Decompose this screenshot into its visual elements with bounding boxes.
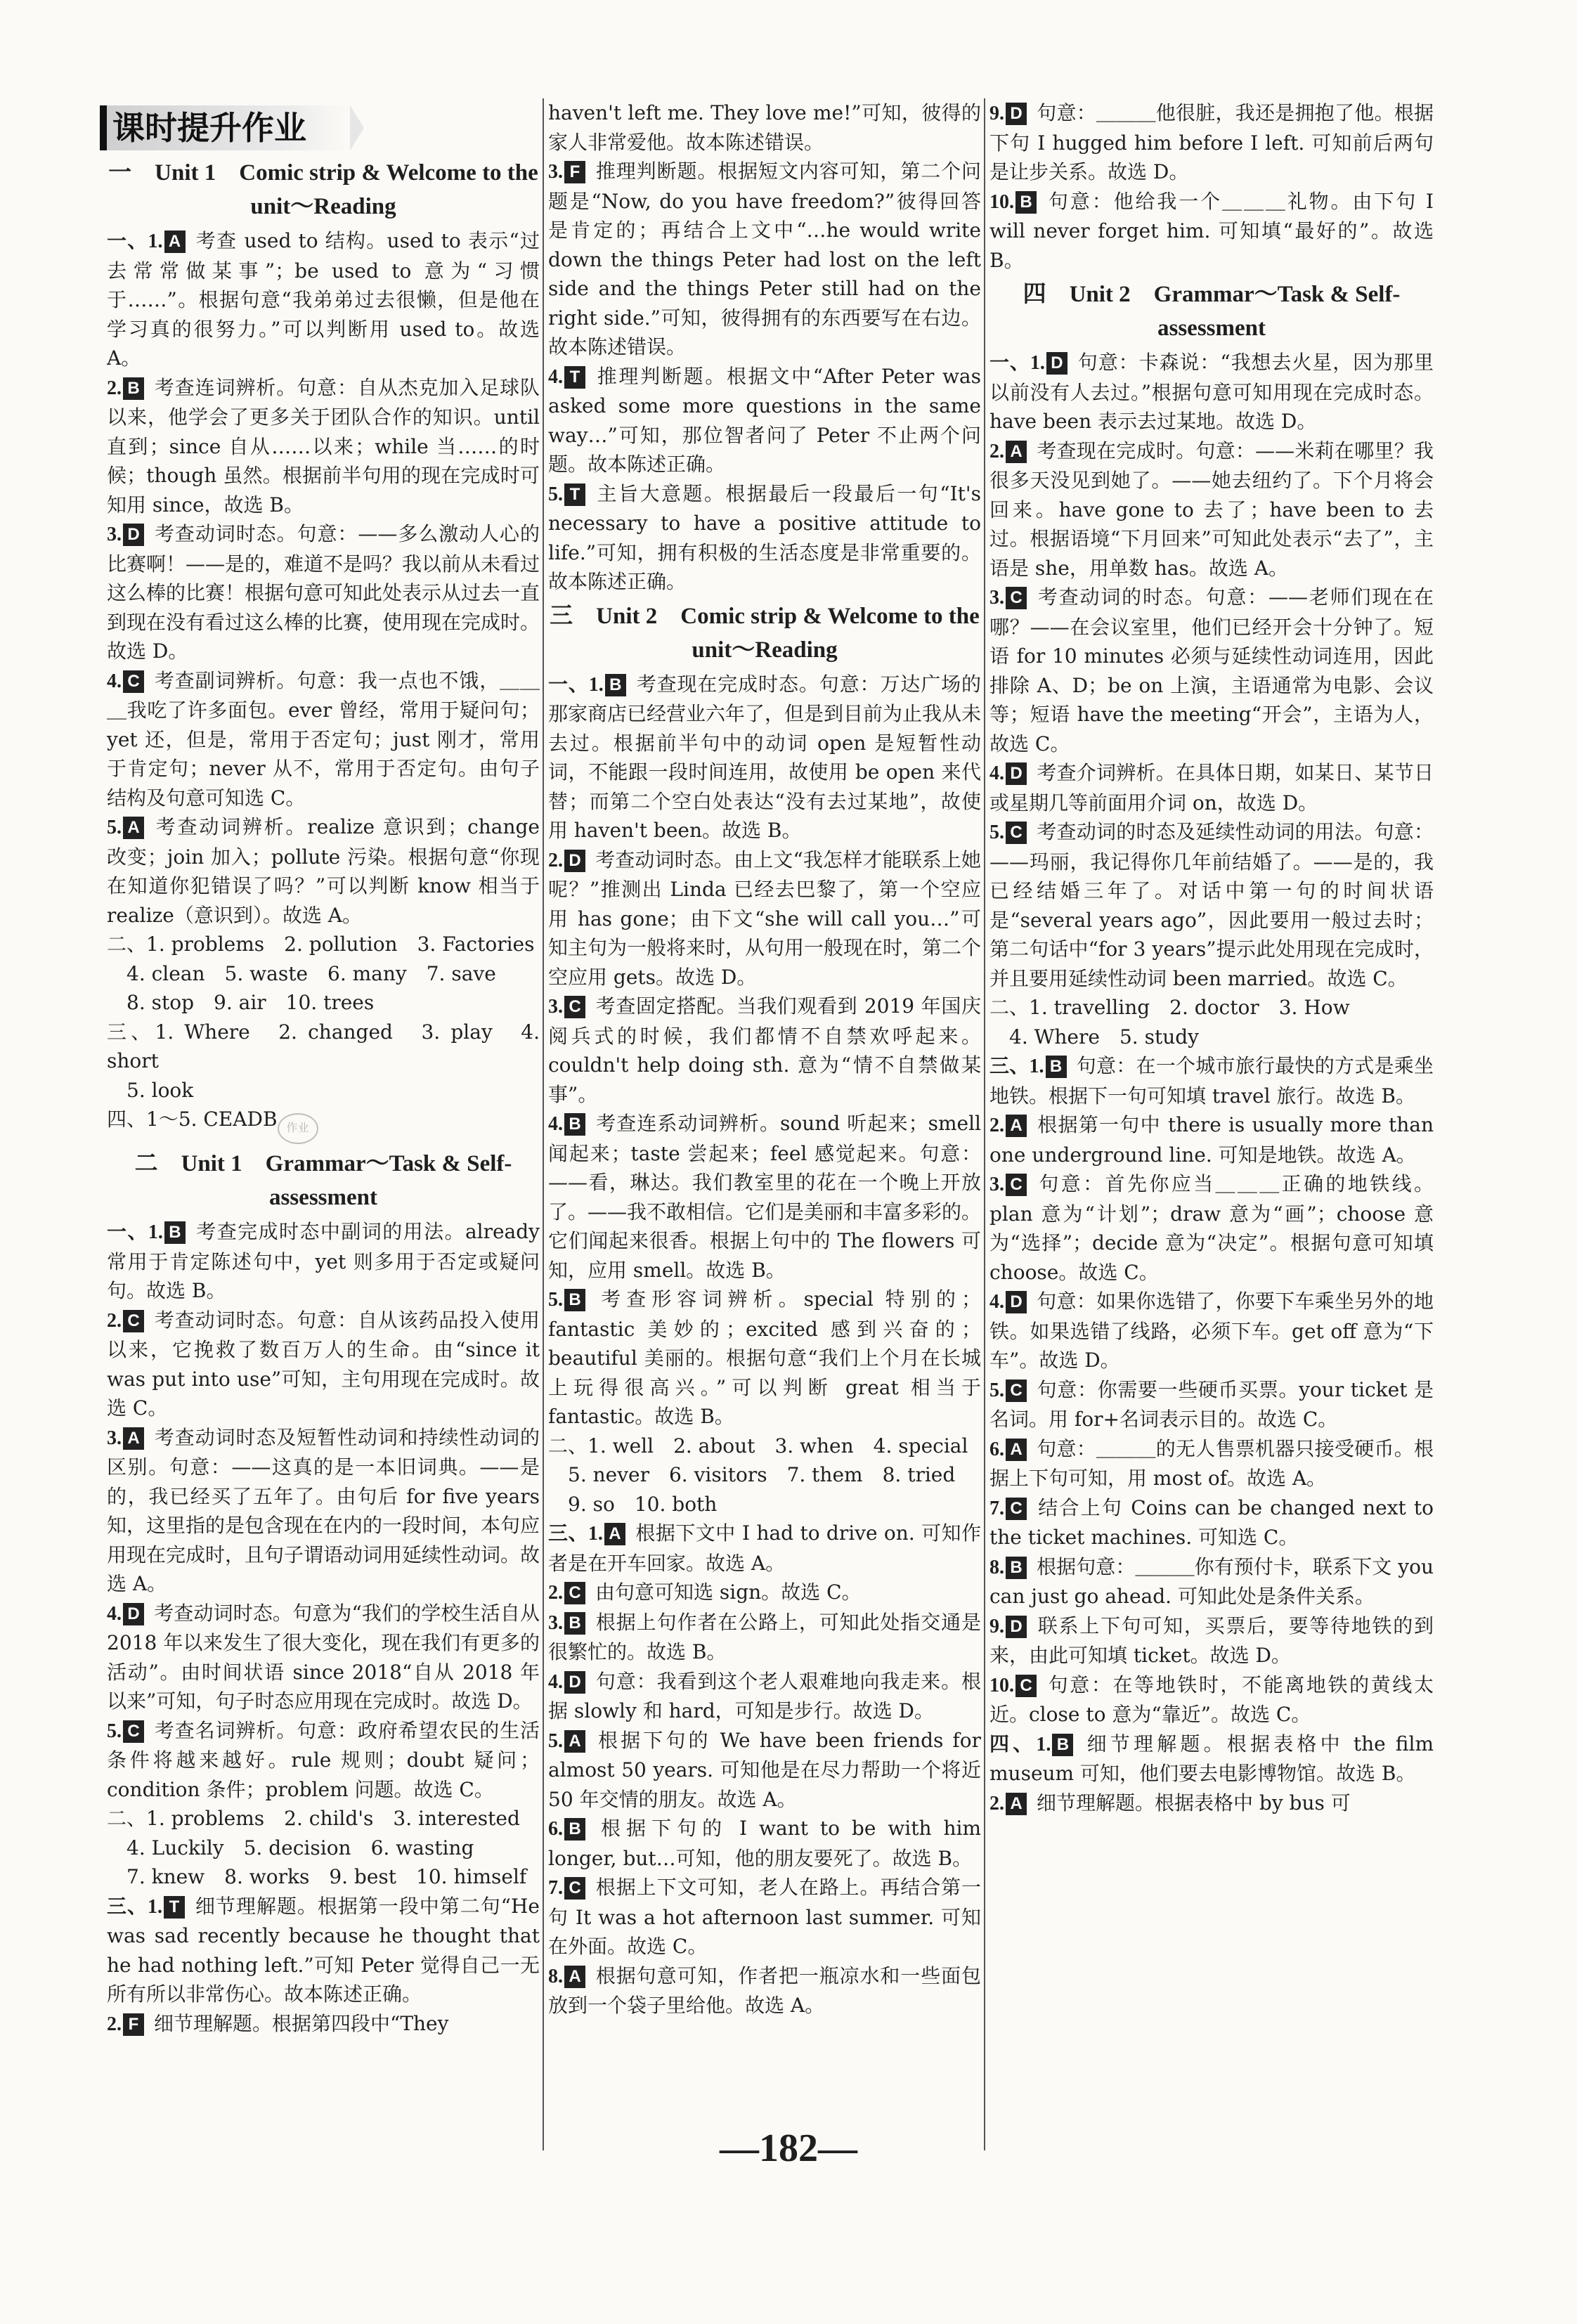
answer-item: [989, 583, 1434, 758]
item-number: 三、1.: [107, 1895, 162, 1918]
answer-item: [989, 1287, 1434, 1375]
item-number: 5.: [548, 1289, 563, 1311]
item-number: 一、1.: [107, 231, 163, 252]
answer-item: [548, 1490, 981, 1519]
answer-item: [989, 1434, 1434, 1493]
answer-key-badge: A: [564, 1966, 585, 1988]
answer-key-badge: B: [564, 1289, 585, 1311]
answer-item: [548, 1519, 981, 1578]
explanation-text: 考查动词时态及短暂性动词和持续性动词的区别。句意：——这真的是一本旧词典。——是的，我已经买了五年了。由句后 for five years 知，这里指的是包含现在在内的一段时间，本句应用现在完成时，且句子谓语动词用延续性动词。故选 A。: [107, 1425, 540, 1595]
answer-item: [107, 930, 540, 959]
item-number: 5.: [107, 817, 122, 838]
answer-key-badge: C: [1006, 822, 1027, 844]
column-2: [548, 98, 981, 2020]
answer-item: [107, 519, 540, 666]
answer-item: [107, 226, 540, 373]
answer-item: [989, 1051, 1434, 1110]
explanation-text: 细节理解题。根据第一段中第二句“He was sad recently because he thought that he had nothing left.”可知 Peter 觉得自己一无所有所以非常伤心。故本陈述正确。: [107, 1894, 540, 2006]
answer-key-badge: C: [564, 1582, 585, 1604]
explanation-text: 二、1. problems 2. pollution 3. Factories: [107, 933, 535, 956]
page-number: —182—: [720, 2127, 857, 2170]
explanation-text: 句意：我看到这个老人艰难地向我走来。根据 slowly 和 hard，可知是步行。故选 D。: [548, 1669, 981, 1722]
answer-item: [548, 1873, 981, 1961]
item-number: 7.: [989, 1497, 1004, 1519]
explanation-text: 二、1. travelling 2. doctor 3. How: [989, 996, 1350, 1019]
answer-key-badge: B: [605, 674, 626, 696]
answer-item: [548, 1432, 981, 1461]
answer-key-badge: B: [1052, 1734, 1073, 1756]
answer-key-badge: D: [1006, 1616, 1027, 1638]
answer-item: [107, 1018, 540, 1076]
answer-item: [107, 1599, 540, 1716]
explanation-text: 4. Luckily 5. decision 6. wasting: [107, 1836, 474, 1859]
explanation-text: 4. clean 5. waste 6. many 7. save: [107, 961, 496, 985]
answer-item: [989, 1169, 1434, 1287]
item-number: 9.: [989, 103, 1004, 124]
item-number: 3.: [548, 161, 563, 183]
answer-key-badge: D: [123, 1603, 144, 1625]
explanation-text: 句意：首先你应当＿＿＿正确的地铁线。plan 意为“计划”；draw 意为“画”；choose 意为“选择”；decide 意为“决定”。根据句意可知填 choose。故选 C。: [989, 1172, 1434, 1284]
explanation-text: 考查现在完成时态。句意：万达广场的那家商店已经营业六年了，但是到目前为止我从未去过。根据前半句中的动词 open 是短暂性动词，不能跟一段时间连用，故使用 be open 来代替；而第二个空白处表达“没有去过某地”，故使用 haven't been。故选 B。: [548, 672, 982, 842]
explanation-text: 考查 used to 结构。used to 表示“过去常常做某事”；be used to 意为“习惯于……”。根据句意“我弟弟过去很懒，但是他在学习真的很努力。”可以判断用 used to。故选 A。: [107, 229, 540, 370]
answer-item: [989, 1110, 1434, 1169]
column-divider: [543, 98, 544, 2150]
explanation-text: 细节理解题。根据表格中 the film museum 可知，他们要去电影博物馆。故选 B。: [989, 1732, 1434, 1785]
answer-item: [107, 1892, 540, 2009]
explanation-text: 二、1. problems 2. child's 3. interested: [107, 1807, 520, 1830]
answer-item: [107, 1076, 540, 1105]
answer-key-badge: C: [123, 670, 144, 693]
answer-item: [107, 812, 540, 930]
item-number: 一、1.: [107, 1221, 163, 1243]
item-number: 3.: [989, 1174, 1004, 1195]
answer-key-badge: F: [564, 161, 585, 183]
explanation-text: 5. never 6. visitors 7. them 8. tried: [548, 1463, 956, 1486]
item-number: 3.: [548, 1611, 563, 1634]
answer-item: [989, 817, 1434, 993]
explanation-text: 根据下文中 I had to drive on. 可知作者是在开车回家。故选 A。: [548, 1521, 981, 1575]
explanation-text: 考查形容词辨析。special 特别的；fantastic 美妙的；excited 感到兴奋的；beautiful 美丽的。根据句意“我们上个月在长城上玩得很高兴。”可以判断 great 相当于 fantastic。故选 B。: [548, 1287, 981, 1428]
answer-key-badge: B: [164, 1221, 186, 1244]
explanation-text: 考查动词的时态。句意：——老师们现在在哪？——在会议室里，他们已经开会十分钟了。短语 for 10 minutes 必须与延续性动词连用，因此排除 A、D；be on 上演，主语通常为电影、会议等；短语 have the meeting“开会”，主语为人，故选 C。: [989, 585, 1434, 755]
item-number: 4.: [548, 1113, 563, 1135]
explanation-text: 联系上下句可知，买票后，要等待地铁的到来，由此可知填 ticket。故选 D。: [989, 1614, 1434, 1667]
item-number: 4.: [107, 1602, 122, 1625]
explanation-text: 句意：＿＿＿他很脏，我还是拥抱了他。根据下句 I hugged him before I left. 可知前后两句是让步关系。故选 D。: [989, 101, 1434, 183]
answer-key-badge: B: [564, 1818, 585, 1841]
answer-item: [548, 362, 981, 479]
answer-key-badge: B: [1046, 1056, 1067, 1078]
answer-item: [548, 845, 981, 992]
item-number: 5.: [107, 1720, 122, 1742]
explanation-text: 考查名词辨析。句意：政府希望农民的生活条件将越来越好。rule 规则；doubt 疑问；condition 条件；problem 问题。故选 C。: [107, 1718, 540, 1801]
answer-item: [989, 436, 1434, 583]
explanation-text: 根据下句的 We have been friends for almost 50 years. 可知他是在尽力帮助一个将近 50 年交情的朋友。故选 A。: [548, 1728, 981, 1811]
explanation-text: 9. so 10. both: [548, 1492, 718, 1516]
explanation-text: 推理判断题。根据短文内容可知，第二个问题是“Now, do you have freedom?”彼得回答是肯定的；再结合上文中“…he would write down the things Peter had lost on the left side and the things Peter still had on the right side.”可知，彼得拥有的东西要写在右边。故本陈述错误。: [548, 160, 981, 358]
answer-item: [107, 1306, 540, 1423]
answer-item: [989, 348, 1434, 436]
item-number: 2.: [548, 1582, 563, 1604]
explanation-text: 推理判断题。根据文中“After Peter was asked some more questions in the same way…”可知，那位智者问了 Peter 不止两个问题。故本陈述正确。: [548, 364, 981, 476]
item-number: 10.: [989, 190, 1014, 213]
answer-item: [548, 1608, 981, 1667]
item-number: 3.: [107, 1427, 122, 1449]
explanation-text: 考查固定搭配。当我们观看到 2019 年国庆阅兵式的时候，我们都情不自禁欢呼起来。couldn't help doing sth. 意为“情不自禁做某事”。: [548, 994, 981, 1106]
answer-key-badge: C: [1006, 1174, 1027, 1196]
answer-item: [989, 1493, 1434, 1552]
answer-item: [548, 1961, 981, 2020]
item-number: 7.: [548, 1877, 563, 1899]
explanation-text: 主旨大意题。根据最后一段最后一句“It's necessary to have a positive attitude to life.”可知，拥有积极的生活态度是非常重要的。故本陈述正确。: [548, 481, 981, 593]
answer-item: [107, 1716, 540, 1805]
answer-key-badge: T: [164, 1896, 185, 1919]
answer-key-badge: C: [1015, 1675, 1037, 1697]
answer-item: [989, 1375, 1434, 1434]
answer-item: [107, 1804, 540, 1833]
answer-key-badge: D: [1006, 1291, 1027, 1313]
explanation-text: 8. stop 9. air 10. trees: [107, 991, 375, 1014]
item-number: 3.: [107, 524, 122, 545]
item-number: 5.: [989, 822, 1004, 843]
section-heading: 三 Unit 2 Comic strip & Welcome to the unit～Reading: [550, 603, 980, 663]
explanation-text: 考查动词时态。句意为“我们的学校生活自从 2018 年以来发生了很大变化，现在我们有更多的活动”。由时间状语 since 2018“自从 2018 年以来”可知，句子时态应用现在完成时。故选 D。: [107, 1601, 540, 1713]
answer-key-badge: D: [1006, 762, 1027, 785]
item-number: 2.: [989, 440, 1004, 462]
answer-key-badge: A: [123, 817, 144, 839]
item-number: 2.: [989, 1792, 1004, 1815]
answer-item: [548, 1460, 981, 1490]
answer-key-badge: A: [604, 1523, 625, 1545]
item-number: 3.: [989, 587, 1004, 609]
answer-key-badge: A: [1006, 1115, 1027, 1137]
column-1: [107, 153, 540, 2039]
answer-item: [989, 758, 1434, 817]
item-number: 2.: [989, 1115, 1004, 1136]
answer-item: [989, 1552, 1434, 1611]
answer-item: [107, 666, 540, 813]
explanation-text: haven't left me. They love me!”可知，彼得的家人非常爱他。故本陈述错误。: [548, 101, 981, 154]
explanation-text: 句意：如果你选错了，你要下车乘坐另外的地铁。如果选错了线路，必须下车。get off 意为“下车”。故选 D。: [989, 1290, 1434, 1372]
explanation-text: 根据下句的 I want to be with him longer, but…可知，他的朋友要死了。故选 B。: [548, 1817, 981, 1870]
answer-item: [107, 1833, 540, 1863]
explanation-text: 句意：他给我一个＿＿＿礼物。由下句 I will never forget him. 可知填“最好的”。故选 B。: [989, 189, 1434, 272]
answer-item: [548, 992, 981, 1109]
item-number: 8.: [548, 1965, 563, 1987]
explanation-text: 二、1. well 2. about 3. when 4. special: [548, 1434, 968, 1458]
answer-item: [989, 1789, 1434, 1819]
explanation-text: 根据第一句中 there is usually more than one underground line. 可知是地铁。故选 A。: [989, 1113, 1434, 1167]
answer-key-badge: A: [1006, 441, 1027, 463]
explanation-text: 句意：＿＿＿的无人售票机器只接受硬币。根据上下句可知，用 most of。故选 A。: [989, 1436, 1434, 1490]
item-number: 10.: [989, 1674, 1014, 1696]
explanation-text: 考查介词辨析。在具体日期，如某日、某节日或星期几等前面用介词 on，故选 D。: [989, 761, 1434, 814]
section-heading: 四 Unit 2 Grammar～Task & Self-assessment: [1023, 282, 1401, 341]
answer-key-badge: C: [564, 1877, 585, 1900]
explanation-text: 考查动词的时态及延续性动词的用法。句意：——玛丽，我记得你几年前结婚了。——是的，我已经结婚三年了。对话中第一句的时间状语是“several years ago”，因此要用一般过去时；第二句话中“for 3 years”提示此处用现在完成时，并且要用延续性动词 been married。故选 C。: [989, 820, 1434, 990]
answer-key-badge: B: [1015, 191, 1037, 214]
explanation-text: 考查副词辨析。句意：我一点也不饿，＿＿＿我吃了许多面包。ever 曾经，常用于疑问句；yet 还，但是，常用于否定句；just 刚才，常用于肯定句；never 从不，常用于否定句。由句子结构及句意可知选 C。: [107, 668, 540, 810]
item-number: 2.: [548, 849, 563, 871]
explanation-text: 三、1. Where 2. changed 3. play 4. short: [107, 1020, 540, 1072]
answer-item: [548, 157, 981, 362]
answer-key-badge: B: [564, 1612, 585, 1635]
explanation-text: 句意：在等地铁时，不能离地铁的黄线太近。close to 意为“靠近”。故选 C。: [989, 1673, 1434, 1726]
answer-key-badge: C: [564, 996, 585, 1018]
item-number: 6.: [548, 1818, 563, 1840]
answer-key-badge: A: [123, 1427, 144, 1450]
explanation-text: 考查动词时态。由上文“我怎样才能联系上她呢？”推测出 Linda 已经去巴黎了，第一个空应用 has gone；由下文“she will call you…”可知主句为一般将来时，从句用一般现在时，第二个空应用 gets。故选 D。: [548, 848, 982, 989]
answer-item: [989, 1611, 1434, 1670]
explanation-text: 5. look: [107, 1078, 194, 1102]
answer-item: [989, 187, 1434, 275]
answer-key-badge: C: [1006, 1498, 1027, 1520]
explanation-text: 4. Where 5. study: [989, 1025, 1199, 1049]
explanation-text: 考查完成时态中副词的用法。already 常用于肯定陈述句中，yet 则多用于否定或疑问句。故选 B。: [107, 1220, 540, 1302]
item-number: 4.: [989, 1291, 1004, 1313]
answer-key-badge: F: [123, 2013, 144, 2036]
item-number: 四、1.: [989, 1733, 1051, 1755]
answer-key-badge: A: [164, 231, 186, 253]
answer-item: [107, 959, 540, 989]
item-number: 5.: [989, 1379, 1004, 1401]
answer-item: [548, 1578, 981, 1608]
answer-key-badge: C: [1006, 587, 1027, 609]
explanation-text: 考查动词时态。句意：自从该药品投入使用以来，它挽救了数百万人的生命。由“since it was put into use”可知，主句用现在完成时。故选 C。: [107, 1308, 540, 1420]
answer-item: [548, 1726, 981, 1815]
item-number: 一、1.: [989, 352, 1045, 374]
item-number: 4.: [107, 670, 122, 692]
explanation-text: 细节理解题。根据表格中 by bus 可: [1037, 1791, 1351, 1815]
explanation-text: 考查连词辨析。句意：自从杰克加入足球队以来，他学会了更多关于团队合作的知识。until 直到；since 自从……以来；while 当……的时候；though 虽然。根据前半句用的现在完成时可知用 since，故选 B。: [107, 375, 540, 517]
watermark-stamp: 作业: [278, 1113, 318, 1144]
item-number: 2.: [107, 377, 122, 399]
explanation-text: 考查连系动词辨析。sound 听起来；smell 闻起来；taste 尝起来；feel 感觉起来。句意：——看，琳达。我们教室里的花在一个晚上开放了。——我不敢相信。它们是美丽和丰富多彩的。它们闻起来很香。根据上句中的 The flowers 可知，应用 smell。故选 B。: [548, 1112, 982, 1282]
answer-key-badge: T: [564, 366, 585, 389]
answer-item: [989, 1670, 1434, 1729]
answer-key-badge: B: [564, 1113, 585, 1136]
answer-item: [107, 988, 540, 1018]
answer-item: [107, 1423, 540, 1599]
explanation-text: 根据句意可知，作者把一瓶凉水和一些面包放到一个袋子里给他。故选 A。: [548, 1963, 981, 2017]
answer-item: [548, 1285, 981, 1432]
answer-item: [548, 1109, 981, 1285]
explanation-text: 考查动词辨析。realize 意识到；change 改变；join 加入；pollute 污染。根据句意“你现在知道你犯错误了吗？”可以判断 know 相当于 realize（意识到）。故选 A。: [107, 815, 540, 927]
column-3: [989, 98, 1434, 1818]
answer-key-badge: C: [123, 1720, 144, 1743]
answer-key-badge: D: [564, 850, 585, 872]
item-number: 6.: [989, 1438, 1004, 1460]
explanation-text: 由句意可知选 sign。故选 C。: [595, 1580, 862, 1604]
answer-item: [548, 98, 981, 157]
answer-item: [548, 479, 981, 597]
answer-item: [107, 2009, 540, 2039]
item-number: 4.: [989, 762, 1004, 784]
answer-item: [107, 373, 540, 520]
item-number: 4.: [548, 1670, 563, 1693]
explanation-text: 7. knew 8. works 9. best 10. himself: [107, 1865, 527, 1888]
answer-key-badge: B: [123, 377, 144, 400]
answer-key-badge: T: [564, 483, 585, 506]
answer-item: [989, 1023, 1434, 1052]
answer-key-badge: B: [1006, 1557, 1027, 1579]
item-number: 三、1.: [548, 1523, 603, 1545]
item-number: 3.: [548, 996, 563, 1018]
answer-item: [989, 98, 1434, 187]
item-number: 5.: [548, 1729, 563, 1752]
explanation-text: 句意：卡森说：“我想去火星，因为那里以前没有人去过。”根据句意可知用现在完成时态。have been 表示去过某地。故选 D。: [989, 351, 1434, 433]
answer-key-badge: C: [123, 1310, 144, 1332]
answer-item: [548, 1667, 981, 1726]
answer-item: [107, 1217, 540, 1306]
item-number: 2.: [107, 2013, 122, 2035]
answer-key-badge: A: [564, 1730, 585, 1753]
explanation-text: 四、1～5. CEADB: [107, 1108, 278, 1131]
item-number: 9.: [989, 1615, 1004, 1637]
item-number: 一、1.: [548, 673, 604, 696]
answer-key-badge: A: [1006, 1439, 1027, 1461]
answer-item: [989, 1729, 1434, 1789]
explanation-text: 考查动词时态。句意：——多么激动人心的比赛啊！——是的，难道不是吗？我以前从未看过这么棒的比赛！根据句意可知此处表示从过去一直到现在没有看过这么棒的比赛，使用现在完成时。故选 D。: [107, 522, 540, 663]
page-title: 课时提升作业: [112, 109, 306, 147]
answer-key-badge: A: [1006, 1793, 1027, 1815]
answer-key-badge: D: [1006, 103, 1027, 125]
explanation-text: 根据上句作者在公路上，可知此处指交通是很繁忙的。故选 B。: [548, 1610, 981, 1663]
answer-key-badge: C: [1006, 1380, 1027, 1402]
answer-item: [107, 1862, 540, 1892]
answer-key-badge: D: [123, 524, 144, 546]
explanation-text: 根据上下文可知，老人在路上。再结合第一句 It was a hot afternoon last summer. 可知在外面。故选 C。: [548, 1876, 981, 1958]
section-heading: 一 Unit 1 Comic strip & Welcome to the unit～Reading: [108, 160, 538, 219]
explanation-text: 细节理解题。根据第四段中“They: [154, 2011, 449, 2035]
answer-key-badge: D: [564, 1671, 585, 1694]
column-divider: [984, 98, 985, 2150]
answer-key-badge: D: [1046, 352, 1067, 375]
answer-item: [989, 993, 1434, 1023]
section-banner: [100, 105, 350, 150]
explanation-text: 句意：你需要一些硬币买票。your ticket 是名词。用 for+名词表示目的。故选 C。: [989, 1377, 1434, 1431]
answer-item: [107, 1105, 540, 1144]
answer-item: [548, 1814, 981, 1873]
explanation-text: 结合上句 Coins can be changed next to the ticket machines. 可知选 C。: [989, 1495, 1434, 1549]
item-number: 三、1.: [989, 1056, 1044, 1077]
explanation-text: 句意：在一个城市旅行最快的方式是乘坐地铁。根据下一句可知填 travel 旅行。故选 B。: [989, 1054, 1434, 1108]
item-number: 5.: [548, 483, 563, 505]
answer-item: [548, 670, 981, 845]
item-number: 4.: [548, 365, 563, 388]
section-heading: 二 Unit 1 Grammar～Task & Self-assessment: [134, 1151, 512, 1210]
item-number: 8.: [989, 1556, 1004, 1578]
item-number: 2.: [107, 1309, 122, 1332]
explanation-text: 考查现在完成时。句意：——米莉在哪里？我很多天没见到她了。——她去纽约了。下个月将会回来。have gone to 去了；have been to 去过。根据语境“下月回来”可知此处表示“去了”，主语是 she，用单数 has。故选 A。: [989, 439, 1434, 580]
explanation-text: 根据句意：＿＿＿你有预付卡，联系下文 you can just go ahead. 可知此处是条件关系。: [989, 1554, 1434, 1608]
